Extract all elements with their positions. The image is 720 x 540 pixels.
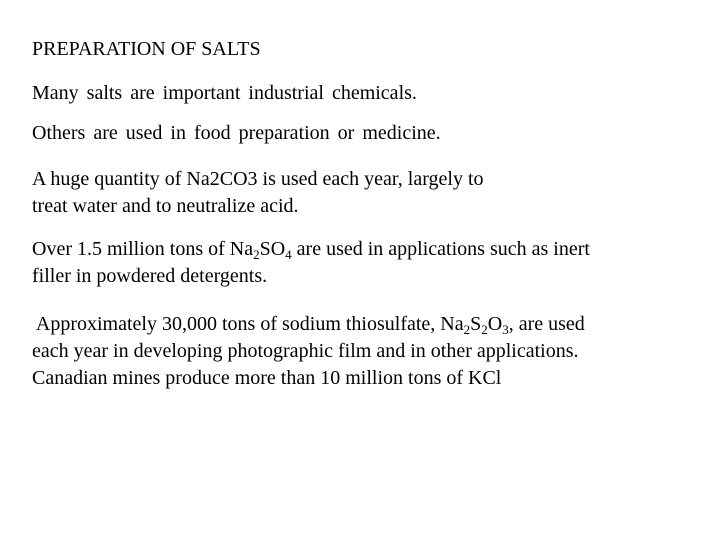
- subscript: 4: [285, 247, 292, 262]
- text-segment: are used in applications such as inert: [291, 238, 590, 260]
- paragraph-industrial-chemicals: Many salts are important industrial chemicals.: [32, 82, 417, 104]
- paragraph-line: Canadian mines produce more than 10 million tons of KCl: [32, 367, 502, 389]
- paragraph-sodium-sulfate: [32, 236, 712, 290]
- subscript: 2: [463, 322, 471, 337]
- subscript: 3: [502, 322, 509, 337]
- text-segment: O: [487, 313, 503, 335]
- paragraph-line: each year in developing photographic film and in other applications.: [32, 340, 579, 362]
- paragraph-line: [32, 236, 712, 263]
- paragraph-line: [32, 311, 712, 338]
- paragraph-food-medicine: Others are used in food preparation or medicine.: [32, 122, 441, 144]
- paragraph-line: treat water and to neutralize acid.: [32, 195, 299, 217]
- paragraph-sodium-thiosulfate: [32, 311, 712, 392]
- subscript: 2: [253, 247, 260, 262]
- page-title: PREPARATION OF SALTS: [32, 38, 261, 60]
- subscript: 2: [481, 322, 488, 337]
- paragraph-line: filler in powdered detergents.: [32, 265, 268, 287]
- text-segment: SO: [259, 238, 286, 260]
- text-segment: Approximately 30,000 tons of sodium thiosulfate, Na: [32, 313, 464, 335]
- text-segment: , are used: [508, 313, 585, 335]
- text-segment: Over 1.5 million tons of Na: [32, 238, 254, 260]
- text-segment: S: [470, 313, 482, 335]
- paragraph-line: A huge quantity of Na2CO3 is used each year, largely to: [32, 168, 484, 190]
- paragraph-sodium-carbonate: [32, 166, 712, 220]
